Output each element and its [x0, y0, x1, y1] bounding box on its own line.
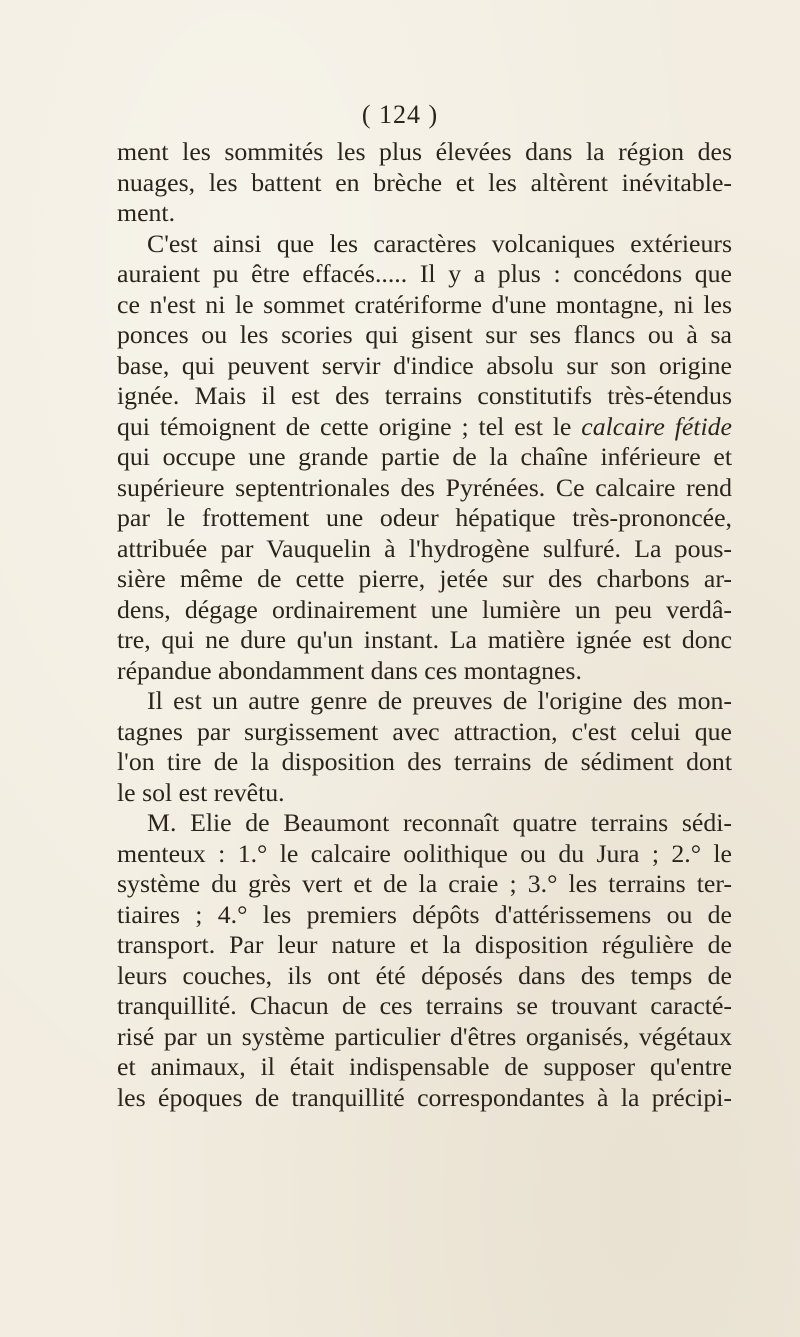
text-line: dens, dégage ordinairement une lumière un peu verdâ-: [117, 594, 732, 624]
text-line: tiaires ; 4.° les premiers dépôts d'attérissemens ou de: [117, 899, 732, 929]
text-line: C'est ainsi que les caractères volcaniques extérieurs: [147, 228, 732, 258]
text-line: sière même de cette pierre, jetée sur des charbons ar-: [117, 564, 732, 593]
text-line: l'on tire de la disposition des terrains de sédiment dont: [117, 747, 732, 776]
text-line: tagnes par surgissement avec attraction, c'est celui que: [117, 716, 732, 746]
text-line: les époques de tranquillité correspondantes à la précipi-: [117, 1082, 732, 1112]
text-line: menteux : 1.° le calcaire oolithique ou du Jura ; 2.° le: [117, 838, 732, 868]
text-line: système du grès vert et de la craie ; 3.° les terrains ter-: [117, 869, 732, 898]
text-line: supérieure septentrionales des Pyrénées. Ce calcaire rend: [117, 472, 732, 502]
text-line: ignée. Mais il est des terrains constitutifs très-étendus: [117, 381, 732, 410]
body-text: [117, 137, 732, 1113]
text-line: le sol est revêtu.: [117, 777, 285, 807]
text-line: risé par un système particulier d'êtres organisés, végétaux: [117, 1021, 732, 1051]
text-line: nuages, les battent en brèche et les altèrent inévitable-: [117, 167, 732, 197]
text-line: ponces ou les scories qui gisent sur ses flancs ou à sa: [117, 320, 732, 349]
text-line: qui occupe une grande partie de la chaîne inférieure et: [117, 442, 732, 471]
text-line: base, qui peuvent servir d'indice absolu sur son origine: [117, 350, 732, 380]
text-line: auraient pu être effacés..... Il y a plus : concédons que: [117, 259, 732, 288]
italic-term: calcaire fétide: [581, 411, 732, 441]
text-line: transport. Par leur nature et la disposition régulière de: [117, 930, 732, 959]
text-line: répandue abondamment dans ces montagnes.: [117, 655, 582, 685]
text-line: et animaux, il était indispensable de supposer qu'entre: [117, 1052, 732, 1081]
text-segment: qui témoignent de cette origine ; tel est le: [117, 411, 582, 441]
text-line: ce n'est ni le sommet cratériforme d'une montagne, ni les: [117, 289, 732, 319]
text-line: [117, 412, 732, 443]
text-line: ment les sommités les plus élevées dans la région des: [117, 137, 732, 166]
page-number: ( 124 ): [361, 100, 439, 129]
text-line: tre, qui ne dure qu'un instant. La matière ignée est donc: [117, 625, 732, 654]
text-line: tranquillité. Chacun de ces terrains se trouvant caracté-: [117, 991, 732, 1020]
text-line: leurs couches, ils ont été déposés dans des temps de: [117, 960, 732, 990]
text-line: M. Elie de Beaumont reconnaît quatre terrains sédi-: [147, 808, 732, 837]
text-line: Il est un autre genre de preuves de l'origine des mon-: [147, 686, 732, 715]
text-line: par le frottement une odeur hépatique très-prononcée,: [117, 503, 732, 532]
text-line: attribuée par Vauquelin à l'hydrogène sulfuré. La pous-: [117, 533, 732, 563]
text-line: ment.: [117, 198, 176, 227]
